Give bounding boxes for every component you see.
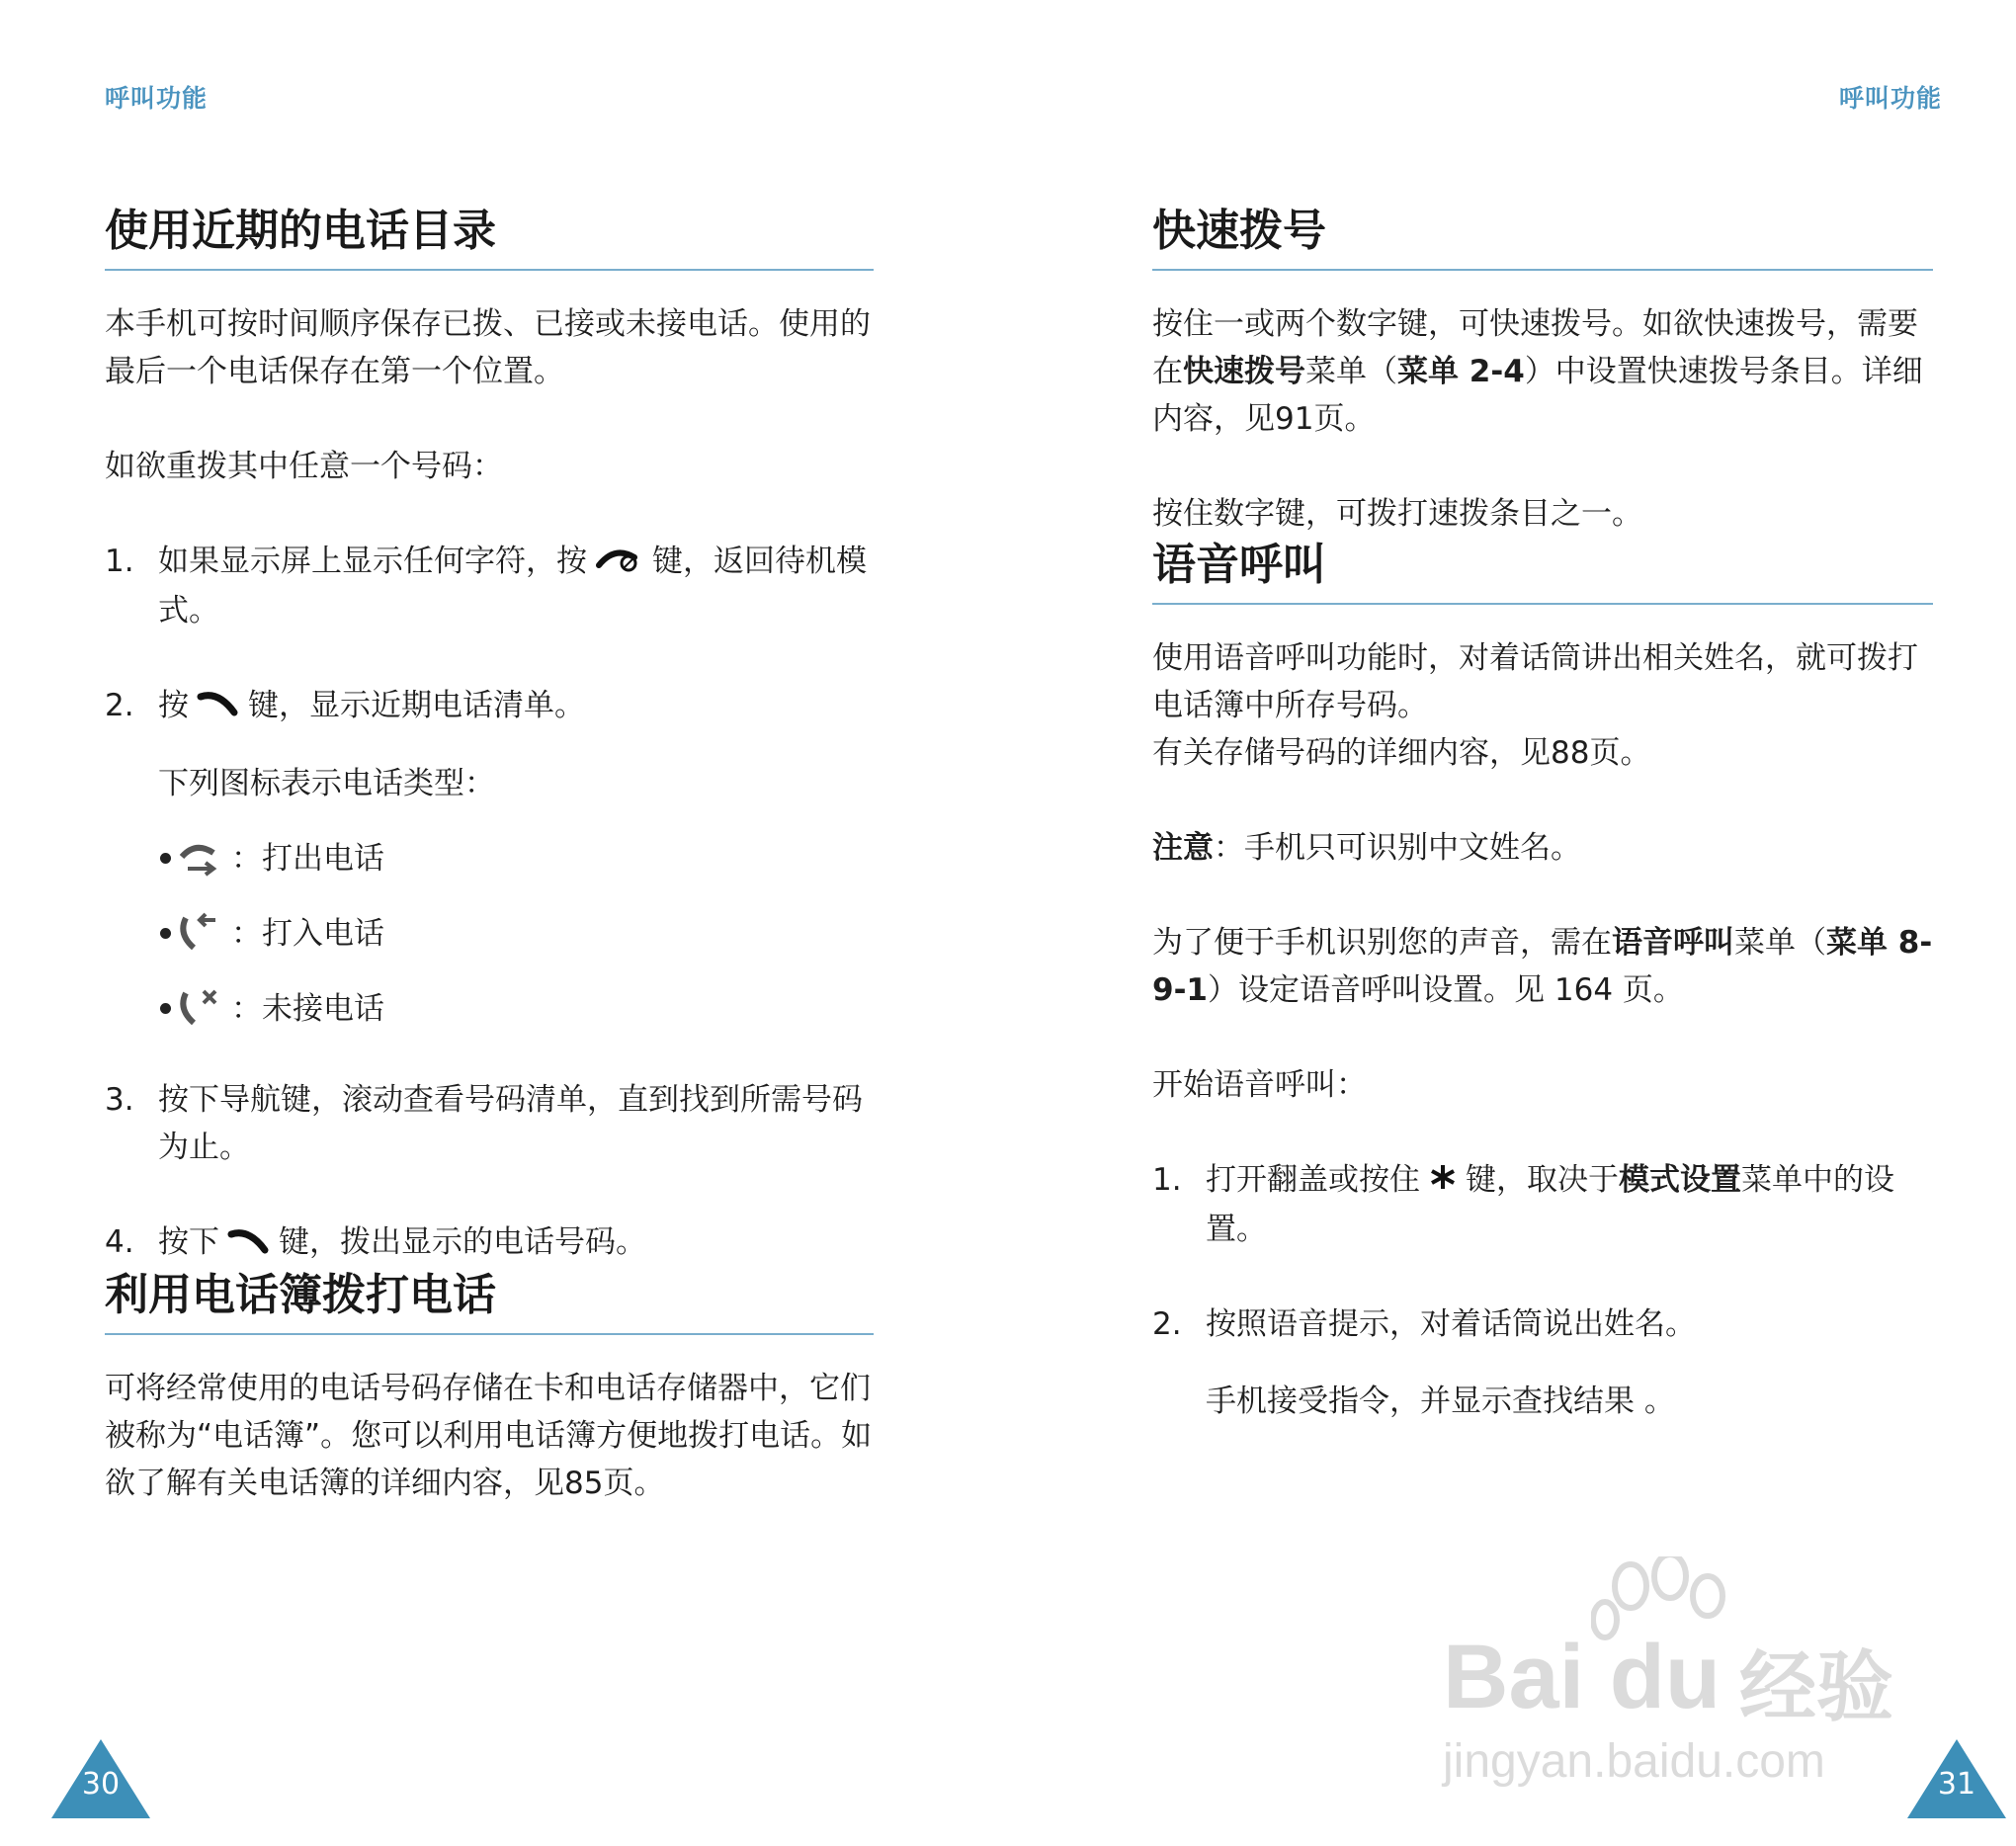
section-title-phonebook: 利用电话簿拨打电话 <box>105 1268 874 1335</box>
list-item <box>1152 1301 1933 1348</box>
bullet <box>160 853 171 864</box>
send-key-icon <box>197 683 240 730</box>
missed-call-icon <box>176 987 223 1031</box>
watermark-cn: 经验 <box>1739 1643 1894 1732</box>
step-text: 键，返回待机模式。 <box>158 544 867 629</box>
paragraph: 按住数字键，可拨打速拨条目之一。 <box>1152 496 1642 532</box>
step-text: 按下 <box>158 1224 219 1260</box>
bullet <box>160 928 171 939</box>
step-number: 1. <box>105 544 134 579</box>
step-text: 按下导航键，滚动查看号码清单，直到找到所需号码为止。 <box>158 1082 863 1165</box>
step-text: 如果显示屏上显示任何字符，按 <box>158 544 587 579</box>
step-text: 打开翻盖或按住 <box>1206 1162 1420 1198</box>
call-type-label: ：打入电话 <box>231 916 384 952</box>
section-title-recent-calls: 使用近期的电话目录 <box>105 204 874 271</box>
step-text: 按照语音提示，对着话筒说出姓名。 <box>1206 1305 1696 1342</box>
sub-paragraph: 下列图标表示电话类型： <box>158 766 495 801</box>
step-text: 键，拨出显示的电话号码。 <box>279 1224 646 1260</box>
page-number: 31 <box>1937 1767 1976 1802</box>
watermark-logo: Bai du <box>1443 1627 1722 1727</box>
step-text: 菜单中的设置。 <box>1206 1162 1894 1247</box>
paragraph: 为了便于手机识别您的声音，需在语音呼叫菜单（菜单 8-9-1）设定语音呼叫设置。见 164 页。 <box>1152 925 1933 1008</box>
end-key-icon <box>595 540 644 587</box>
right-body <box>1152 204 1933 1425</box>
bullet <box>160 1003 171 1014</box>
page-number: 30 <box>81 1767 121 1802</box>
paragraph: 使用语音呼叫功能时，对着话筒讲出相关姓名，就可拨打电话簿中所存号码。 <box>1152 640 1918 723</box>
paragraph: 如欲重拨其中任意一个号码： <box>105 449 503 484</box>
paragraph: 按住一或两个数字键，可快速拨号。如欲快速拨号，需要在快速拨号菜单（菜单 2-4）中设置快速拨号条目。详细内容，见91页。 <box>1152 306 1923 437</box>
paragraph: 开始语音呼叫： <box>1152 1067 1367 1103</box>
paragraph: 有关存储号码的详细内容，见88页。 <box>1152 735 1651 771</box>
call-type-label: ：打出电话 <box>231 841 384 877</box>
sub-paragraph: 手机接受指令，并显示查找结果 。 <box>1206 1383 1675 1419</box>
star-key-icon <box>1428 1158 1458 1206</box>
call-type-row-missed <box>105 985 874 1033</box>
call-type-row-outgoing <box>105 835 874 882</box>
watermark-url: jingyan.baidu.com <box>1443 1735 1825 1788</box>
section-title-speed-dial: 快速拨号 <box>1152 204 1933 271</box>
baidu-watermark <box>1433 1556 1927 1794</box>
call-type-row-incoming <box>105 910 874 958</box>
outgoing-call-icon <box>176 837 223 881</box>
list-item <box>1152 1156 1933 1253</box>
list-item <box>105 682 874 731</box>
step-text: 按 <box>158 687 189 723</box>
step-text: 模式设置 <box>1619 1162 1741 1198</box>
running-head: 呼叫功能 <box>105 84 209 113</box>
list-item <box>105 538 874 634</box>
paragraph: 可将经常使用的电话号码存储在卡和电话存储器中，它们被称为“电话簿”。您可以利用电话簿方便地拨打电话。如欲了解有关电话簿的详细内容，见85页。 <box>105 1370 873 1501</box>
running-head: 呼叫功能 <box>1838 84 1942 113</box>
note: 注意：手机只可识别中文姓名。 <box>1152 830 1581 866</box>
send-key-icon <box>227 1220 271 1268</box>
list-item <box>105 1076 874 1171</box>
incoming-call-icon <box>176 912 223 956</box>
step-number: 2. <box>1152 1305 1182 1342</box>
step-text: 键，取决于 <box>1466 1162 1619 1198</box>
step-number: 1. <box>1152 1162 1182 1198</box>
step-number: 2. <box>105 687 134 723</box>
left-body <box>105 204 874 1507</box>
step-text: 键，显示近期电话清单。 <box>248 687 585 723</box>
step-number: 3. <box>105 1082 134 1118</box>
list-item <box>105 1218 874 1268</box>
step-number: 4. <box>105 1224 134 1260</box>
call-type-label: ：未接电话 <box>231 991 384 1027</box>
paragraph: 本手机可按时间顺序保存已拨、已接或未接电话。使用的最后一个电话保存在第一个位置。 <box>105 306 871 389</box>
section-title-voice-call: 语音呼叫 <box>1152 538 1933 605</box>
